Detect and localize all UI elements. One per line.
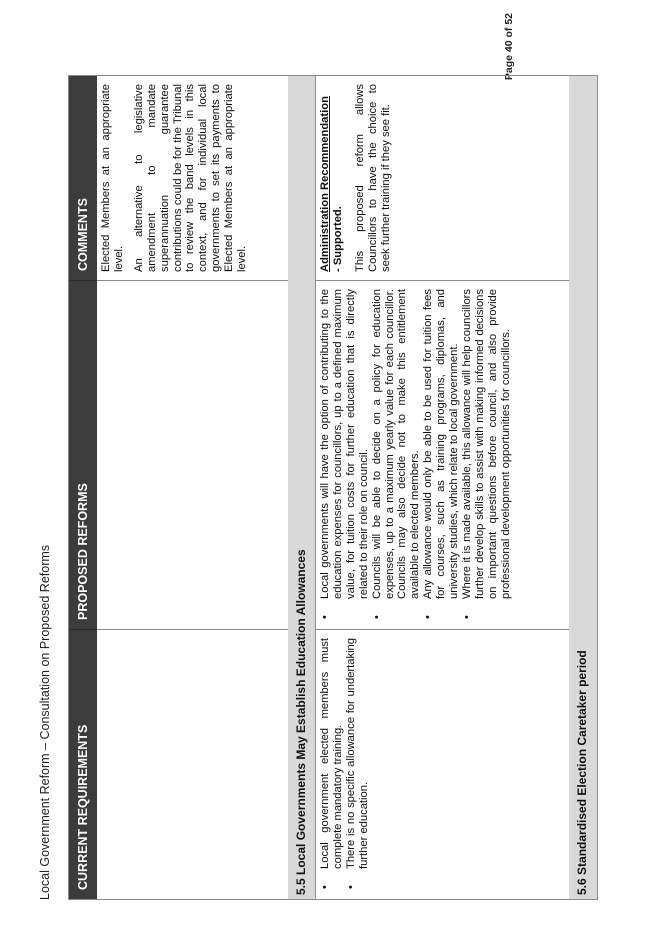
comments-cell [316, 76, 569, 281]
list-item: • Councils will be able to decide on a policy for education expenses, up to a maximum yearly value for each councillor. Councils may also decide not to make this entitlement available to elected members. [370, 289, 422, 619]
bullet-icon: • [460, 615, 473, 619]
bullet-icon: • [319, 885, 331, 889]
proposed-cell [316, 281, 569, 630]
recommendation-status: - Supported. [331, 206, 344, 272]
list-item: • There is no specific allowance for undertaking further education. [344, 638, 370, 889]
proposed-list [319, 289, 513, 621]
reform-table [68, 75, 598, 900]
header-comments: COMMENTS [69, 76, 97, 281]
comment-paragraph: This proposed reform allows Councillors to have the choice to seek further training if they see fit. [353, 84, 392, 272]
header-current-requirements: CURRENT REQUIREMENTS [76, 724, 90, 890]
comments-cell [97, 76, 288, 281]
list-item: • Local governments will have the option of contributing to the education expenses for councillors, up to a defined maximum value, for tuition costs for further education that is directly related to their role on council. [319, 289, 370, 619]
comment-paragraph: An alternative to legislative amendment to mandate superannuation guarantee contributions could be for the Tribunal to review the band levels in this context, and for individual local governments to set its payments to Elected Members at an appropriate level. [132, 84, 249, 272]
list-item: • Any allowance would only be able to be used for tuition fees for courses, such as training programs, diplomas, and university studies, which relate to local government. [422, 289, 461, 619]
current-cell [316, 630, 569, 899]
table-header [69, 76, 97, 899]
table-row-continued [97, 76, 289, 899]
proposed-cell [97, 281, 288, 630]
page-number: Page 40 of 52 [503, 13, 515, 81]
document-title: Local Government Reform – Consultation on Proposed Reforms [38, 544, 52, 900]
recommendation-heading: Administration Recommendation [319, 96, 331, 272]
bullet-icon: • [370, 615, 383, 619]
section-heading-5-5: 5.5 Local Governments May Establish Education Allowances [288, 76, 316, 899]
header-proposed-reforms: PROPOSED REFORMS [69, 281, 97, 630]
current-list [319, 638, 371, 891]
list-item: • Where it is made available, this allowance will help councillors further develop skills to assist with making informed decisions on important questions before council, and also provide professional development opportunities for councillors. [460, 289, 512, 619]
bullet-icon: • [422, 615, 435, 619]
bullet-icon: • [344, 885, 357, 889]
section-heading-5-6: 5.6 Standardised Election Caretaker period [569, 76, 597, 899]
comment-paragraph: Elected Members at an appropriate level. [100, 84, 125, 272]
bullet-icon: • [319, 615, 331, 619]
table-row-5-5 [316, 76, 570, 899]
list-item: • Local government elected members must complete mandatory training. [319, 638, 344, 889]
current-cell [97, 630, 288, 899]
